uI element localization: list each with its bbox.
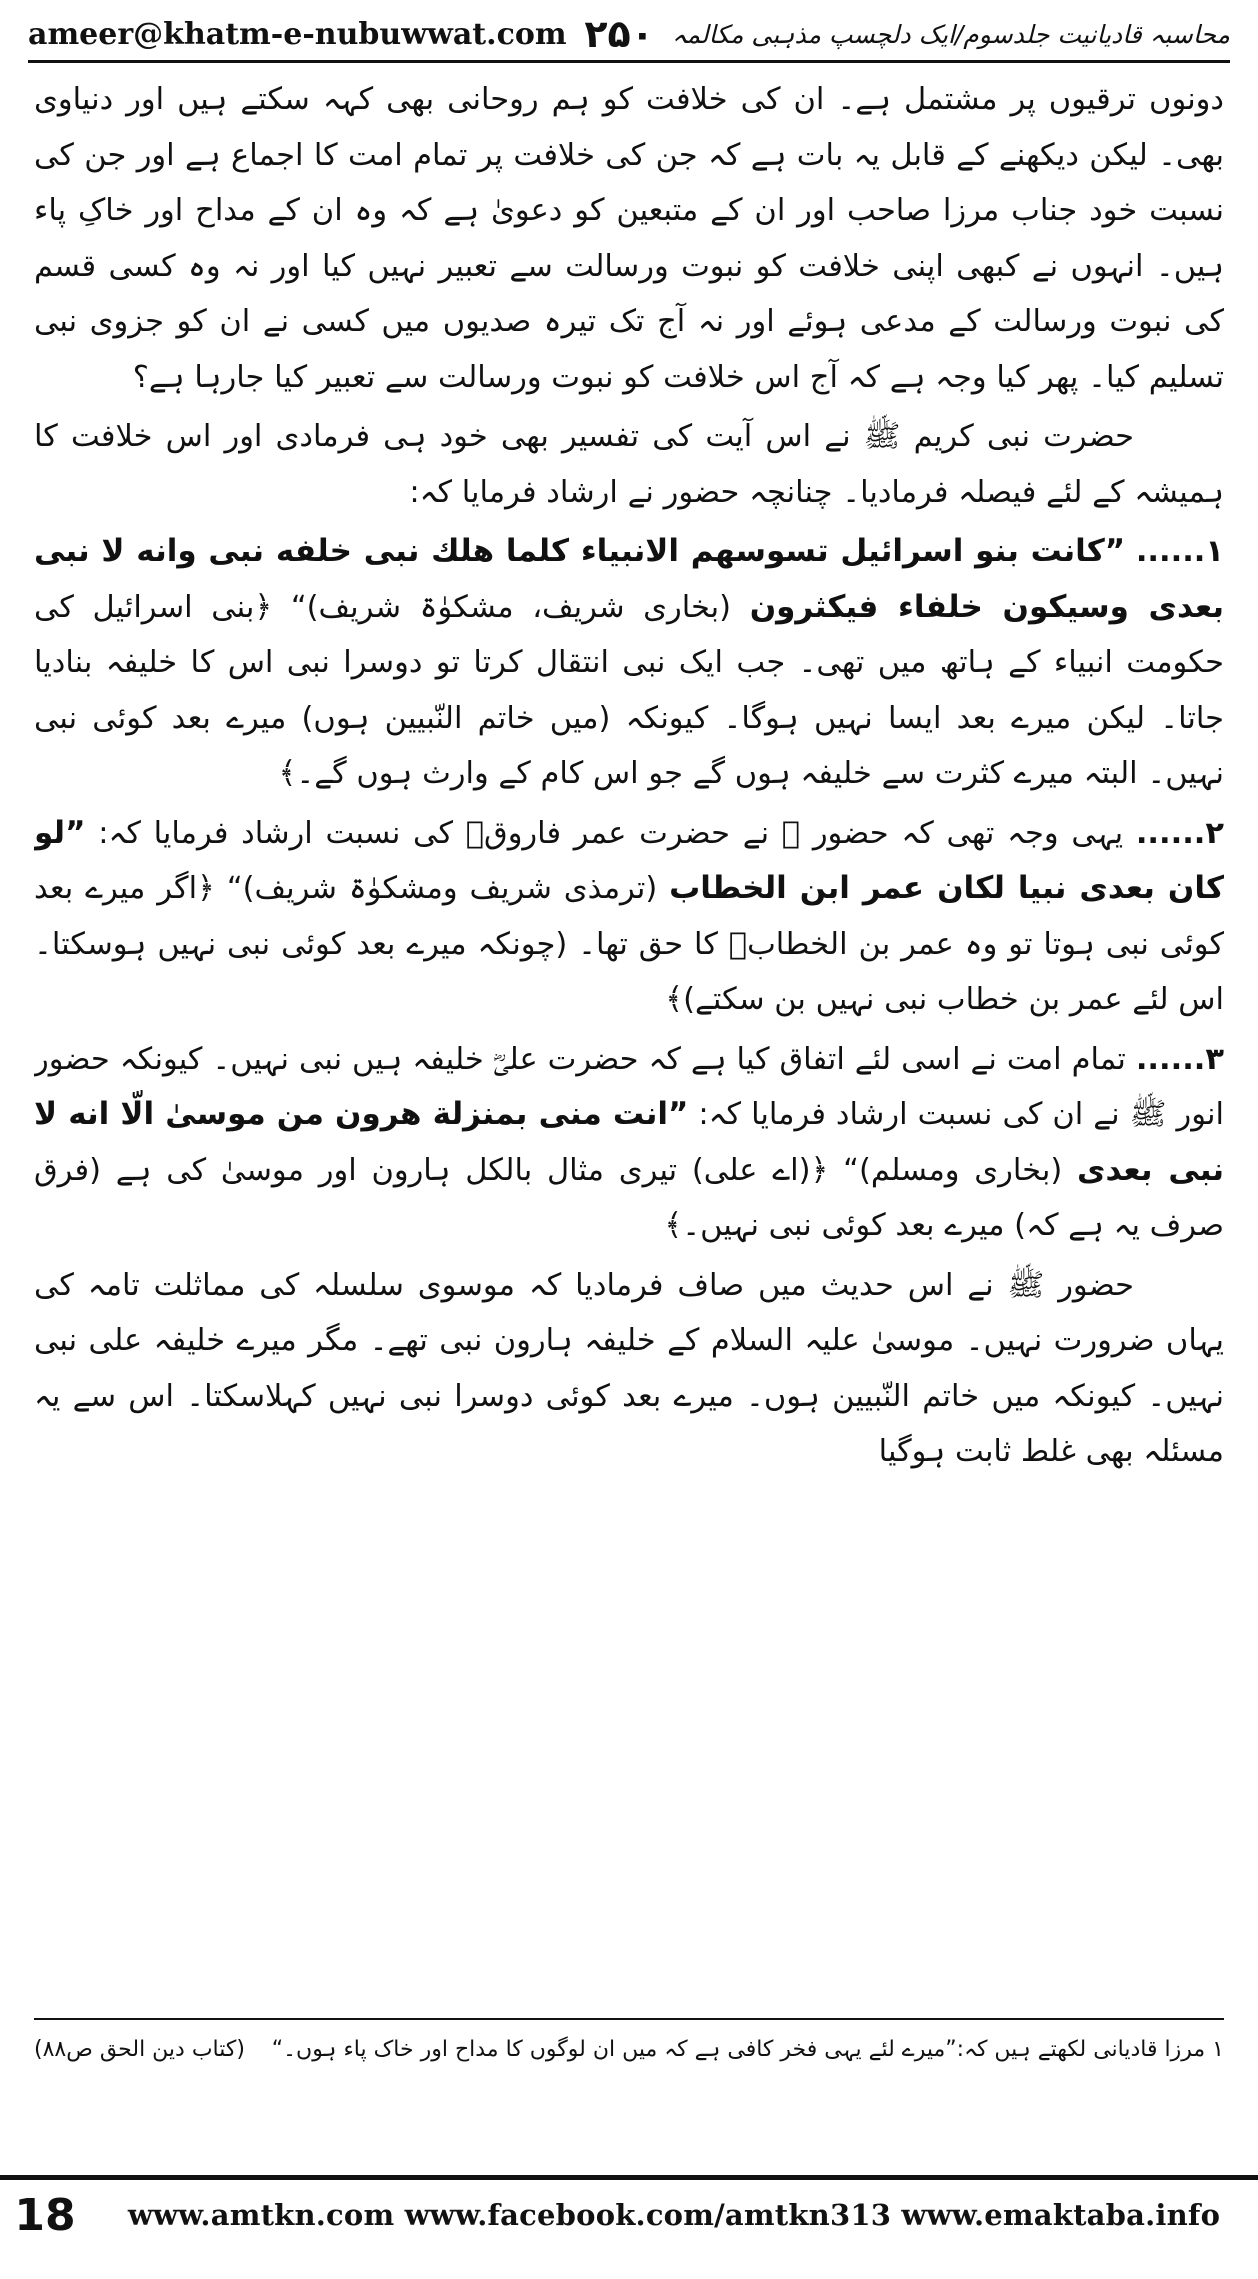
arabic-quote: ”کانت بنو اسرائیل تسوسهم الانبیاء کلما هلك نبی خلفه نبی وانه لا نبی بعدی وسیکون خلفاء فیکثرون <box>34 533 1224 625</box>
footnote-divider <box>34 2018 1224 2020</box>
paragraph-hadith-intro: حضرت نبی کریم ﷺ نے اس آیت کی تفسیر بھی خود ہی فرمادی اور اس خلافت کا ہمیشہ کے لئے فیصلہ فرمادیا۔ چنانچہ حضور نے ارشاد فرمایا کہ: <box>34 419 1224 510</box>
paragraph-conclusion: حضور ﷺ نے اس حدیث میں صاف فرمادیا کہ موسوی سلسلہ کی مماثلت تامہ کی یہاں ضرورت نہیں۔ موسیٰ علیہ السلام کے خلیفہ ہارون نبی تھے۔ مگر میرے خلیفہ علی نبی نہیں۔ کیونکہ میں خاتم النّبیین ہوں۔ میرے بعد کوئی دوسرا نبی نہیں کہلاسکتا۔ اس سے یہ مسئلہ بھی غلط ثابت ہوگیا <box>34 1267 1224 1469</box>
page-body <box>34 72 1224 2012</box>
hadith-translation: ﴿اگر میرے بعد کوئی نبی ہوتا تو وہ عمر بن الخطابؓ کا حق تھا۔ (چونکہ میرے بعد کوئی نبی نہیں ہوسکتا۔ اس لئے عمر بن خطاب نبی نہیں بن سکتے)﴾ <box>34 871 1224 1017</box>
hadith-lead: یہی وجہ تھی کہ حضور ﷺ نے حضرت عمر فاروقؓ کی نسبت ارشاد فرمایا کہ: <box>98 815 1124 851</box>
item-number: ۲...... <box>1135 815 1224 851</box>
paragraph-intro: دونوں ترقیوں پر مشتمل ہے۔ ان کی خلافت کو ہم روحانی بھی کہہ سکتے ہیں اور دنیاوی بھی۔ لیکن دیکھنے کے قابل یہ بات ہے کہ جن کی خلافت پر تمام امت کا اجماع ہے اور جن کی نسبت خود جناب مرزا صاحب اور ان کے متبعین کو دعویٰ ہے کہ وہ ان کے مداح اور خاکِ پاء ہیں۔ انہوں نے کبھی اپنی خلافت کو نبوت ورسالت سے تعبیر نہیں کیا اور نہ وہ کسی قسم کی نبوت ورسالت کے مدعی ہوئے اور نہ آج تک تیرہ صدیوں میں کسی نے ان کو جزوی نبی تسلیم کیا۔ پھر کیا وجہ ہے کہ آج اس خلافت کو نبوت ورسالت سے تعبیر کیا جارہا ہے؟ <box>34 82 1224 395</box>
arabic-quote: ”لو کان بعدی نبیا لکان عمر ابن الخطاب <box>34 814 1224 906</box>
header-email: ameer@khatm-e-nubuwwat.com <box>28 16 567 52</box>
header-page-number: ۲۵۰ <box>584 12 654 56</box>
arabic-quote: ”انت منی بمنزلة هرون من موسیٰ الّا انه لا نبی بعدی <box>34 1096 1224 1188</box>
hadith-source: (ترمذی شریف ومشکوٰۃ شریف)“ <box>226 871 658 906</box>
page-header <box>28 8 1230 63</box>
footnote <box>34 2030 1224 2140</box>
hadith-translation: ﴿(اے علی) تیری مثال بالکل ہارون اور موسیٰ کی ہے (فرق صرف یہ ہے کہ) میرے بعد کوئی نبی نہیں۔﴾ <box>34 1152 1224 1243</box>
footer-page-number: 18 <box>14 2189 76 2241</box>
item-number: ۱...... <box>1135 534 1224 569</box>
hadith-lead: تمام امت نے اسی لئے اتفاق کیا ہے کہ حضرت علیؓ خلیفہ ہیں نبی نہیں۔ کیونکہ حضور انور ﷺ نے ان کی نسبت ارشاد فرمایا کہ: <box>34 1041 1224 1132</box>
footnote-source: (کتاب دین الحق ص۸۸) <box>34 2037 245 2062</box>
page-footer <box>0 2175 1258 2250</box>
hadith-item-1 <box>34 524 1224 802</box>
footnote-text: ۱ مرزا قادیانی لکھتے ہیں کہ:”میرے لئے یہی فخر کافی ہے کہ میں ان لوگوں کا مداح اور خاک پاء ہوں۔“ <box>271 2037 1224 2062</box>
hadith-source: (بخاری شریف، مشکوٰۃ شریف)“ <box>290 589 732 625</box>
header-book-title: محاسبہ قادیانیت جلدسوم/ایک دلچسپ مذہبی مکالمہ <box>671 19 1230 49</box>
hadith-item-3 <box>34 1032 1224 1254</box>
hadith-item-2 <box>34 806 1224 1028</box>
item-number: ۳...... <box>1135 1041 1224 1077</box>
hadith-source: (بخاری ومسلم)“ <box>843 1152 1063 1188</box>
header-title-group <box>584 12 1230 56</box>
hadith-translation: ﴿بنی اسرائیل کی حکومت انبیاء کے ہاتھ میں تھی۔ جب ایک نبی انتقال کرتا تو دوسرا نبی اس کا خلیفہ بنادیا جاتا۔ لیکن میرے بعد ایسا نہیں ہوگا۔ کیونکہ (میں خاتم النّبیین ہوں) میرے بعد کوئی نبی نہیں۔ البتہ میرے کثرت سے خلیفہ ہوں گے جو اس کام کے وارث ہوں گے۔﴾ <box>34 589 1224 791</box>
footer-website-links: www.amtkn.com www.facebook.com/amtkn313 www.emaktaba.info <box>127 2198 1221 2232</box>
